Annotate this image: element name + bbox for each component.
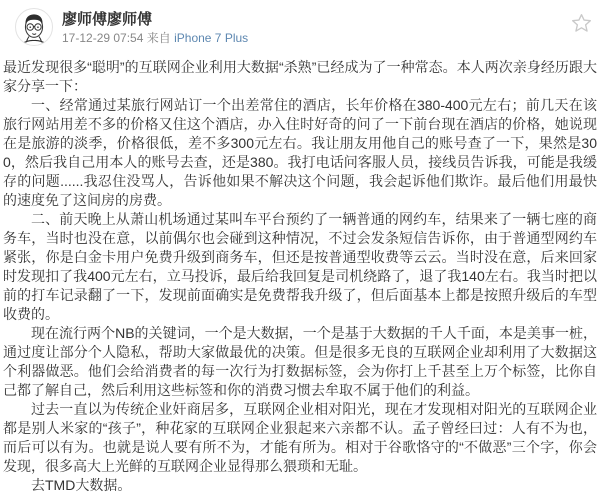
avatar-sketch-icon — [16, 9, 52, 45]
avatar[interactable] — [15, 8, 53, 46]
post-paragraph: 去TMD大数据。 — [31, 477, 132, 493]
post-paragraph: 最近发现很多“聪明”的互联网企业利用大数据“杀熟”已经成为了一种常态。本人两次亲身经历跟大家分享一下： — [3, 59, 597, 94]
post-paragraph: 二、前天晚上从萧山机场通过某叫车平台预约了一辆普通的网约车，结果来了一辆七座的商务车，当时也没在意，以前偶尔也会碰到这种情况，不过会发条短信告诉你，由于普通型网约车紧张，你是白金卡用户免费升级到商务车，但还是按普通型收费等云云。当时没在意，后来回家时发现扣了我400元左右，立马投诉，最后给我回复是司机绕路了，退了我140左右。我当时把以前的打车记录翻了一下，发现前面确实是免费帮我升级了，但后面基本上都是按照升级后的车型收费的。 — [3, 211, 597, 322]
post-source-link[interactable]: iPhone 7 Plus — [174, 31, 249, 45]
post-paragraph: 现在流行两个NB的关键词，一个是大数据，一个是基于大数据的千人千面，本是美事一桩，通过度让部分个人隐私，帮助大家做最优的决策。但是很多无良的互联网企业却利用了大数据这个利器做恶。他们会给消费者的每一次行为打数据标签，会为你打上千甚至上万个标签，比你自己都了解自己，然后利用这些标签和你的消费习惯去牟取不属于他们的利益。 — [3, 325, 597, 398]
post-meta — [62, 31, 248, 45]
post-timestamp: 17-12-29 07:54 — [62, 31, 144, 45]
favorite-star-icon[interactable] — [570, 12, 593, 35]
username-link[interactable]: 廖师傅廖师傅 — [62, 11, 153, 28]
post-paragraph: 一、经常通过某旅行网站订一个出差常住的酒店，长年价格在380-400元左右；前几天在该旅行网站用差不多的价格又住这个酒店，办入住时好奇的问了一下前台现在酒店的价格，她说现在是旅游的淡季，价格很低，差不多300元左右。我让朋友用他自己的账号查了一下，果然是300，然后我自己用本人的账号去查，还是380。我打电话问客服人员，接线员告诉我，可能是我缓存的问题......我忍住没骂人，告诉他如果不解决这个问题，我会起诉他们欺诈。最后他们用最快的速度免了这间房的房费。 — [3, 97, 597, 208]
post-paragraph: 过去一直以为传统企业奸商居多，互联网企业相对阳光，现在才发现相对阳光的互联网企业都是别人米家的“孩子”，种花家的互联网企业狠起来六亲都不认。孟子曾经曰过：人有不为也，而后可以有为。也就是说人要有所不为，才能有所为。相对于谷歌恪守的“不做恶”三个字，你会发现，很多高大上光鲜的互联网企业显得那么猥琐和无耻。 — [3, 401, 597, 474]
source-prefix: 来自 — [146, 31, 171, 45]
post-text — [3, 58, 597, 495]
post-header — [0, 0, 600, 56]
